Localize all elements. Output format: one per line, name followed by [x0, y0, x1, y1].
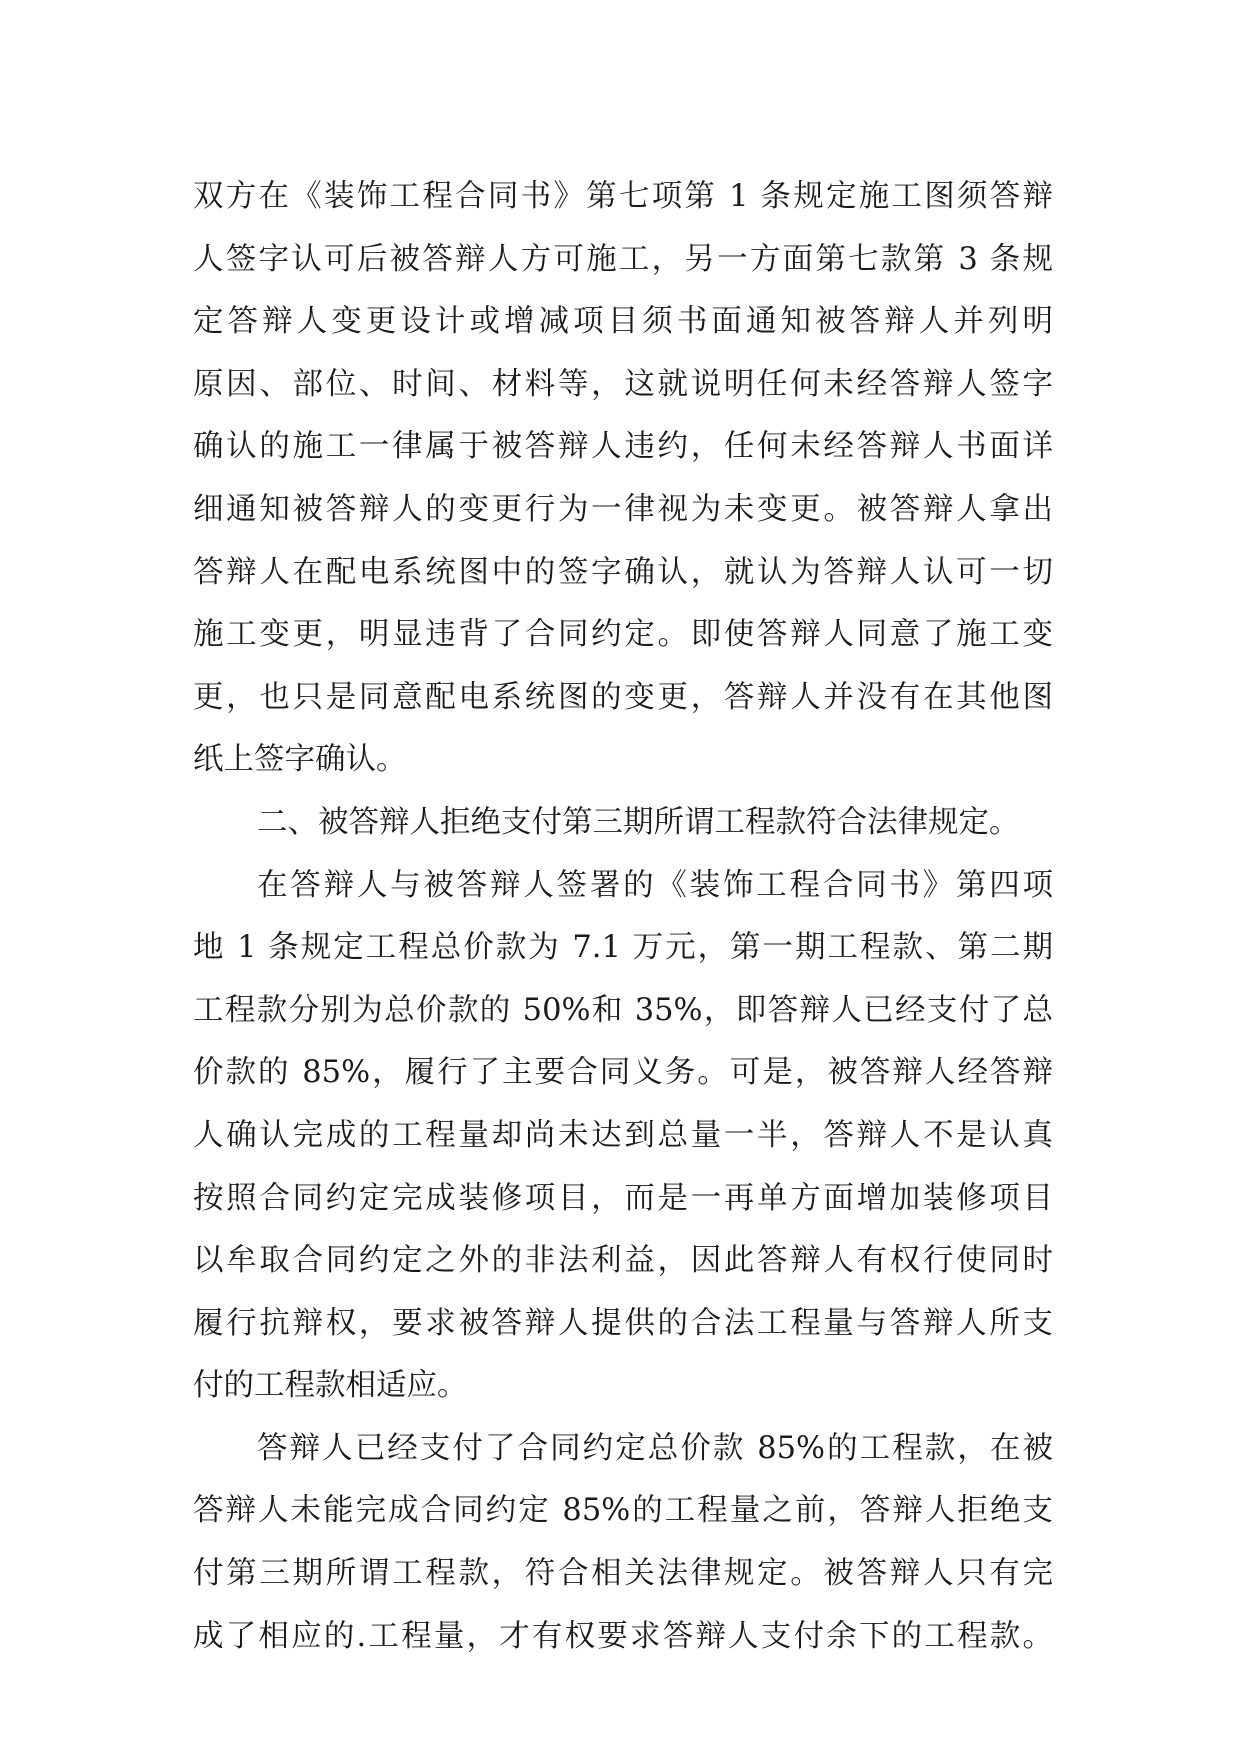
text-line: 价款的 85%，履行了主要合同义务。可是，被答辩人经答辩: [193, 1055, 1053, 1091]
section-heading: [193, 792, 1053, 855]
text-line: 确认的施工一律属于被答辩人违约，任何未经答辩人书面详: [193, 429, 1053, 465]
text-line: 答辩人未能完成合同约定 85%的工程量之前，答辩人拒绝支: [193, 1493, 1053, 1529]
text-line: 按照合同约定完成装修项目，而是一再单方面增加装修项目: [193, 1180, 1053, 1216]
text-line: 以牟取合同约定之外的非法利益，因此答辩人有权行使同时: [193, 1243, 1053, 1279]
text-line: 更，也只是同意配电系统图的变更，答辩人并没有在其他图: [193, 679, 1053, 715]
text-line: 付第三期所谓工程款，符合相关法律规定。被答辩人只有完: [193, 1556, 1053, 1592]
text-line: 施工变更，明显违背了合同约定。即使答辩人同意了施工变: [193, 617, 1053, 653]
text-line: 履行抗辩权，要求被答辩人提供的合法工程量与答辩人所支: [193, 1305, 1053, 1341]
text-line: 工程款分别为总价款的 50%和 35%，即答辩人已经支付了总: [193, 992, 1053, 1028]
text-line: 答辩人已经支付了合同约定总价款 85%的工程款，在被: [257, 1430, 1053, 1466]
paragraph: [193, 1418, 1053, 1668]
text-line: 二、被答辩人拒绝支付第三期所谓工程款符合法律规定。: [257, 804, 1020, 840]
text-line: 双方在《装饰工程合同书》第七项第 1 条规定施工图须答辩: [193, 179, 1053, 214]
text-line: 地 1 条规定工程总价款为 7.1 万元，第一期工程款、第二期: [193, 930, 1053, 966]
text-line: 原因、部位、时间、材料等，这就说明任何未经答辩人签字: [193, 366, 1053, 402]
text-line: 纸上签字确认。: [193, 742, 407, 778]
text-line: 定答辩人变更设计或增减项目须书面通知被答辩人并列明: [193, 304, 1053, 340]
text-line: 付的工程款相适应。: [193, 1368, 468, 1404]
paragraph: [193, 855, 1053, 1418]
document-body: [193, 166, 1053, 1668]
text-line: 在答辩人与被答辩人签署的《装饰工程合同书》第四项: [257, 867, 1053, 903]
text-line: 人签字认可后被答辩人方可施工，另一方面第七款第 3 条规: [193, 241, 1053, 277]
text-line: 答辩人在配电系统图中的签字确认，就认为答辩人认可一切: [193, 554, 1053, 590]
paragraph: [193, 166, 1053, 792]
text-line: 成了相应的.工程量，才有权要求答辩人支付余下的工程款。: [193, 1618, 1053, 1654]
text-line: 人确认完成的工程量却尚未达到总量一半，答辩人不是认真: [193, 1117, 1053, 1153]
text-line: 细通知被答辩人的变更行为一律视为未变更。被答辩人拿出: [193, 491, 1053, 527]
